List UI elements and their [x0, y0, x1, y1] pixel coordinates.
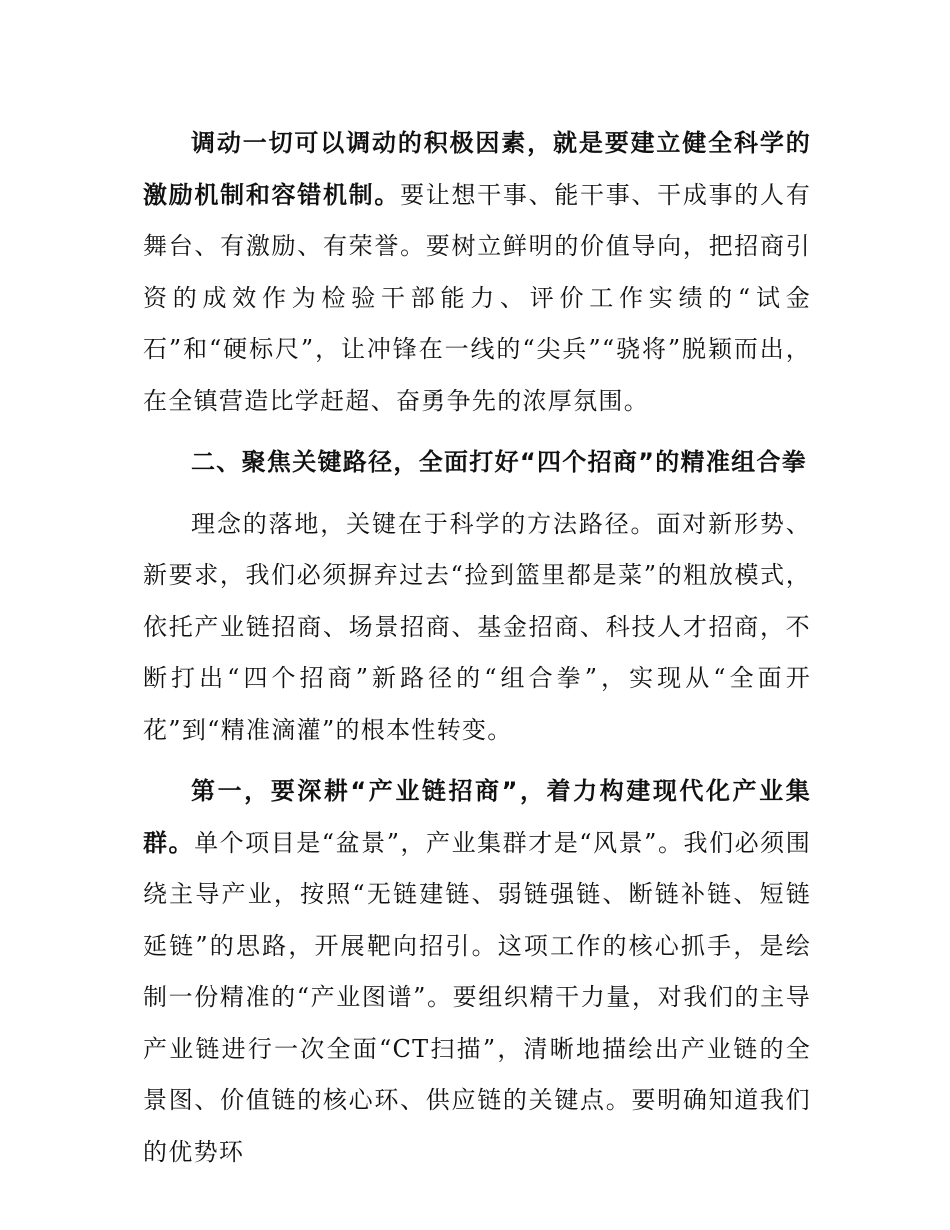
paragraph-text: 要让想干事、能干事、干成事的人有舞台、有激励、有荣誉。要树立鲜明的价值导向，把招商引资的成效作为检验干部能力、评价工作实绩的“试金石”和“硬标尺”，让冲锋在一线的“尖兵”“骁将”脱颖而出，在全镇营造比学赶超、奋勇争先的浓厚氛围。	[143, 180, 811, 415]
paragraph-lead-bold: 调动一切可以调动的积极因素，就是要建立健全科学的激励机制和容错机制。	[143, 129, 811, 209]
document-body	[143, 118, 811, 1188]
paragraph-lead-bold: 第一，要深耕“产业链招商”，着力构建现代化产业集群。	[143, 777, 811, 857]
paragraph-incentive-mechanism	[143, 118, 811, 427]
paragraph-text: 单个项目是“盆景”，产业集群才是“风景”。我们必须围绕主导产业，按照“无链建链、弱链强链、断链补链、短链延链”的思路，开展靶向招引。这项工作的核心抓手，是绘制一份精准的“产业图谱”。要组织精干力量，对我们的主导产业链进行一次全面“CT扫描”，清晰地描绘出产业链的全景图、价值链的核心环、供应链的关键点。要明确知道我们的优势环	[143, 828, 811, 1166]
paragraph-industry-chain	[143, 766, 811, 1178]
paragraph-method-path	[143, 499, 811, 757]
paragraph-text: 理念的落地，关键在于科学的方法路径。面对新形势、新要求，我们必须摒弃过去“捡到篮里都是菜”的粗放模式，依托产业链招商、场景招商、基金招商、科技人才招商，不断打出“四个招商”新路径的“组合拳”，实现从“全面开花”到“精准滴灌”的根本性转变。	[143, 509, 811, 744]
section-heading-two: 二、聚焦关键路径，全面打好“四个招商”的精准组合拳	[191, 448, 808, 476]
